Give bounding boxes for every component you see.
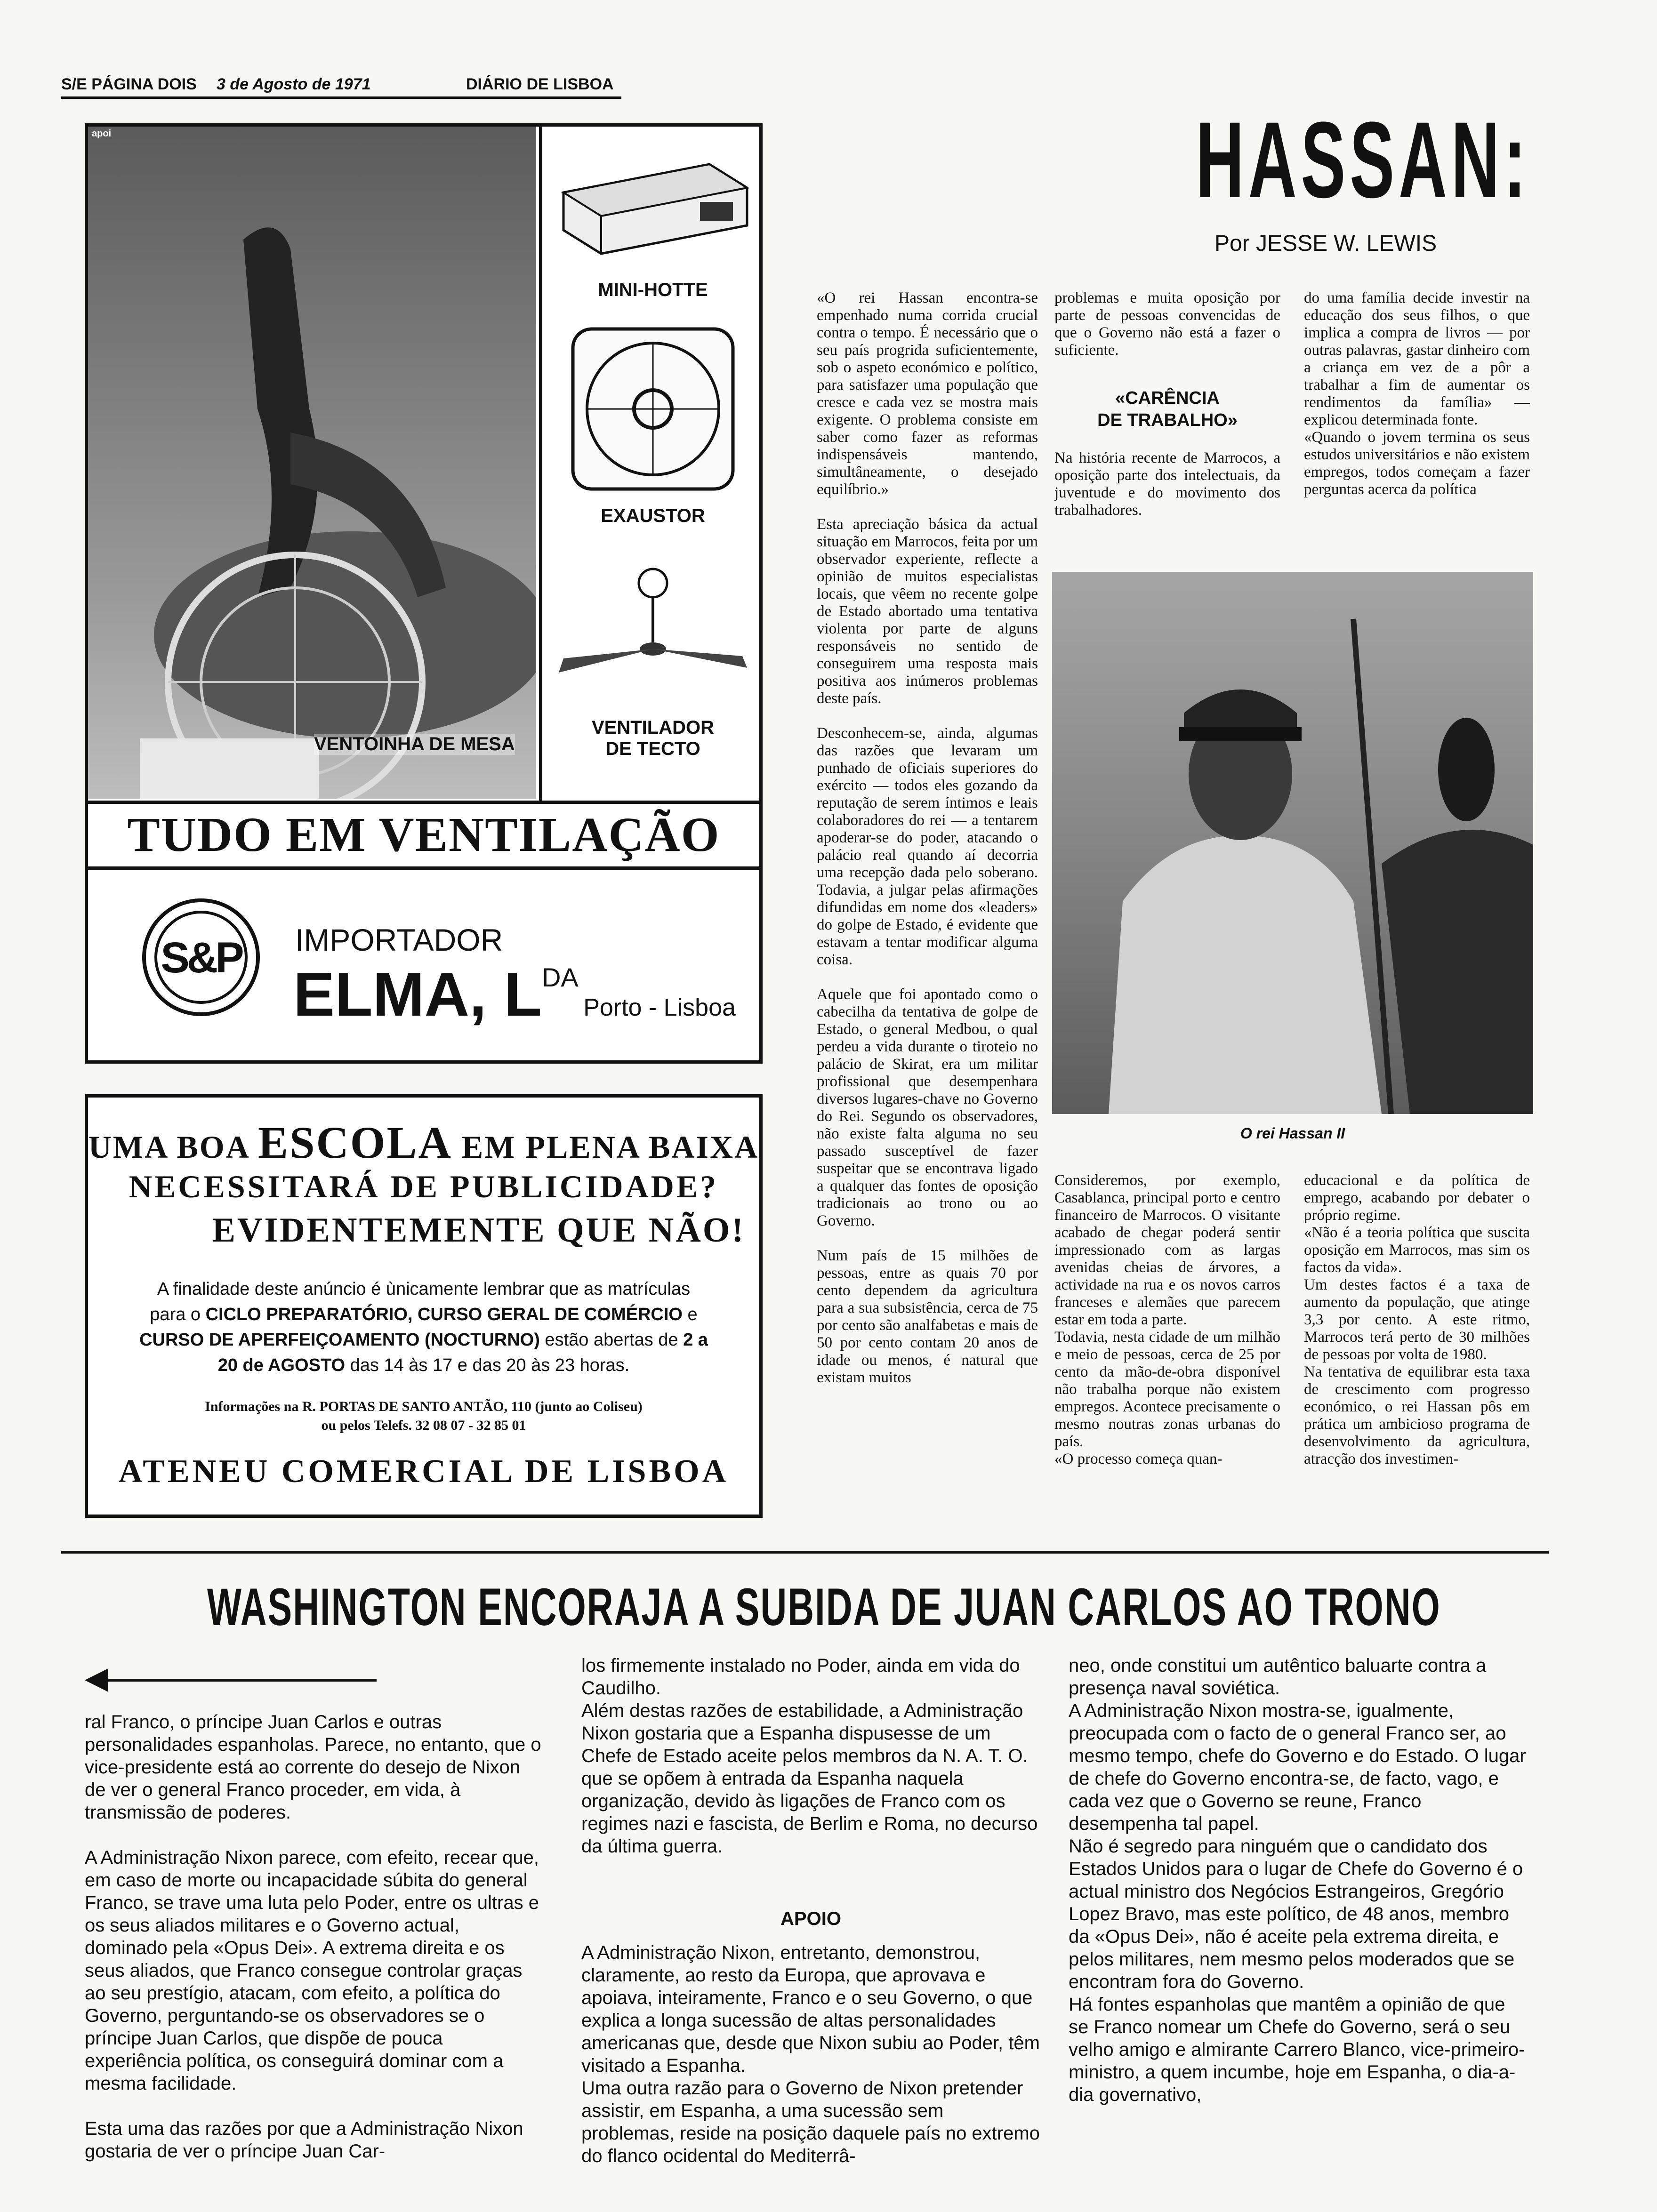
product-label-mini-hotte: MINI-HOTTE — [598, 280, 708, 300]
issue-date: 3 de Agosto de 1971 — [217, 75, 371, 93]
importer-suffix: DA — [541, 962, 579, 992]
school-ad-body-2: para o CICLO PREPARATÓRIO, CURSO GERAL DE COMÉRCIO e — [150, 1305, 698, 1324]
newspaper-name: DIÁRIO DE LISBOA — [466, 75, 614, 93]
hassan-subhead-1: «CARÊNCIA — [1115, 388, 1220, 408]
washington-subhead: APOIO — [780, 1908, 841, 1929]
product-label-exaustor: EXAUSTOR — [601, 505, 705, 526]
importer-name-line — [293, 959, 736, 1030]
school-ad-line-1a: UMA BOA — [88, 1129, 249, 1165]
product-label-ceiling-fan-1: VENTILADOR — [592, 717, 714, 738]
school-ad-line-2: NECESSITARÁ DE PUBLICIDADE? — [129, 1169, 719, 1204]
school-ad-body-1: A finalidade deste anúncio é ùnicamente lembrar que as matrículas — [157, 1279, 691, 1299]
product-mini-hotte — [549, 136, 756, 300]
header-rule — [61, 96, 621, 99]
washington-headline: WASHINGTON ENCORAJA A SUBIDA DE JUAN CARLOS AO TRONO — [207, 1578, 1441, 1636]
school-ad-info-1: Informações na R. PORTAS DE SANTO ANTÃO, 110 (junto ao Coliseu) — [205, 1399, 643, 1414]
washington-col-1: ral Franco, o príncipe Juan Carlos e outras personalidades espanholas. Parece, no entanto, que o vice-presidente está ao corrente do desejo de Nixon de ver o general Franco proceder, em vida, à transmissão de poderes. A Administração Nixon parece, com efeito, recear que, em caso de morte ou incapacidade súbita do general Franco, se trave uma luta pelo Poder, entre os ultras e os seus aliados militares e o Governo actual, dominado pela «Opus Dei». A extrema direita e os seus aliados, que Franco consegue controlar graças ao seu prestígio, atacam, com efeito, a política do Governo, perguntando-se os observadores se o príncipe Juan Carlos, que dispõe de pouca experiência política, os conseguirá dominar com a mesma facilidade. Esta uma das razões por que a Administração Nixon gostaria de ver o príncipe Juan Car- — [85, 1712, 541, 2162]
hassan-col-3: do uma família decide investir na educação dos seus filhos, o que implica a compra de livros — por outras palavras, gastar dinheiro com a criança em vez de a pôr a trabalhar a fim de aumentar os rendimentos da família» — explicou determinada fonte. «Quando o jovem termina os seus estudos universitários e não existem empregos, todos começam a fazer perguntas acerca da política — [1304, 289, 1530, 498]
section-separator — [61, 1551, 1549, 1554]
importer-label: IMPORTADOR — [295, 922, 503, 957]
ceiling-fan-icon — [549, 564, 756, 677]
ad-divider-1 — [88, 801, 759, 804]
exhaust-fan-icon — [559, 320, 747, 498]
hassan-subhead-2: DE TRABALHO» — [1097, 410, 1238, 430]
school-ad-body-3: CURSO DE APERFEIÇOAMENTO (NOCTURNO) estão abertas de 2 a — [139, 1330, 708, 1350]
sp-logo — [142, 898, 260, 1016]
hassan-col-2b: Na história recente de Marrocos, a oposição parte dos intelectuais, da juventude e do movimento dos trabalhadores. — [1054, 449, 1280, 519]
hassan-photo-caption: O rei Hassan II — [1240, 1125, 1345, 1142]
washington-col-2b: A Administração Nixon, entretanto, demonstrou, claramente, ao resto da Europa, que aprovava e apoiava, inteiramente, Franco e o seu Governo, o que explica a longa sucessão de altas personalidades americanas que, desde que Nixon subiu ao Poder, têm visitado a Espanha. Uma outra razão para o Governo de Nixon pretender assistir, em Espanha, a uma sucessão sem problemas, reside na posição daquele país no extremo do flanco ocidental do Mediterrâ- — [581, 1942, 1040, 2166]
ad-agency-mark: apoi — [92, 128, 112, 139]
washington-col-2: los firmemente instalado no Poder, ainda em vida do Caudilho. Além destas razões de estabilidade, a Administração Nixon gostaria que a Espanha dispusesse de um Chefe de Estado aceite pelos membros da N. A. T. O. que se opõem à entrada da Espanha naquela organização, devido às ligações de Franco com os regimes nazi e fascista, de Berlim e Roma, no decurso da última guerra. — [581, 1655, 1038, 1857]
school-ad-escola: ESCOLA — [258, 1117, 452, 1168]
section-label: S/E PÁGINA DOIS — [61, 75, 197, 93]
mini-hotte-icon — [549, 136, 756, 263]
washington-col-3: neo, onde constitui um autêntico baluarte contra a presença naval soviética. A Administração Nixon mostra-se, igualmente, preocupada com o facto de o general Franco ser, ao mesmo tempo, chefe do Governo e do Estado. O lugar de chefe do Governo encontra-se, de facto, vago, e cada vez que o Governo se reune, Franco desempenha tal papel. Não é segredo para ninguém que o candidato dos Estados Unidos para o lugar de Chefe do Governo é o actual ministro dos Negócios Estrangeiros, Gregório Lopez Bravo, mas este político, de 48 anos, membro da «Opus Dei», não é aceite pela extrema direita, e pelos militares, nem mesmo pelos moderados que se encontram fora do Governo. Há fontes espanholas que mantêm a opinião de que se Franco nomear um Chefe do Governo, será o seu velho amigo e almirante Carrero Blanco, vice-primeiro-ministro, a quem incumbe, hoje em Espanha, o dia-a-dia governativo, — [1069, 1655, 1526, 2105]
hassan-photo — [1052, 572, 1533, 1114]
ventilation-ad — [85, 123, 763, 1064]
product-label-ceiling-fan-2: DE TECTO — [605, 738, 700, 759]
ad-divider-2 — [88, 866, 759, 870]
product-label-table-fan: VENTOINHA DE MESA — [314, 734, 515, 754]
ad-slogan: TUDO EM VENTILAÇÃO — [127, 808, 720, 862]
ad-divider-vertical — [539, 127, 542, 801]
school-ad — [85, 1094, 763, 1518]
hassan-col-1: «O rei Hassan encontra-se empenhado numa corrida crucial contra o tempo. É necessário que o seu país progrida suficientemente, sob o aspeto económico e político, para satisfazer uma população que cresce e cada vez se mostra mais exigente. O problema consiste em saber como fazer as reformas indispensáveis mantendo, simultâneamente, o desejado equilíbrio.» Esta apreciação básica da actual situação em Marrocos, feita por um observador experiente, reflecte a opinião de muitos especialistas locais, que vêem no recente golpe de Estado abortado uma tentativa violenta por parte de alguns responsáveis no sentido de conseguirem uma resposta mais positiva aos inúmeros problemas deste país. Desconhecem-se, ainda, algumas das razões que levaram um punhado de oficiais superiores do exército — todos eles gozando da reputação de serem íntimos e leais colaboradores do rei — a tentarem apoderar-se do poder, atacando o palácio real quando aí decorria uma recepção dada pelo soberano. Todavia, a julgar pelas afirmações difundidas em nome dos «leaders» do golpe de Estado, é evidente que estavam a tentar modificar alguma coisa. Aquele que foi apontado como o cabecilha da tentativa de golpe de Estado, o general Medbou, o qual perdeu a vida durante o tiroteio no palácio de Skirat, era um militar profissional que desempenhara diversos lugares-chave no Governo do Rei. Segundo os observadores, não existe falta alguma no seu passado susceptível de fazer suspeitar que se encontrava ligado a qualquer das fontes de oposição tradicionais ao trono ou ao Governo. Num país de 15 milhões de pessoas, entre as quais 70 por cento dependem da agricultura para a sua subsistência, cerca de 75 por cento são analfabetas e mais de 50 por cento contam 20 anos de idade ou menos, é natural que existam muitos — [817, 289, 1038, 1386]
importer-cities: Porto - Lisboa — [583, 994, 736, 1021]
school-ad-line-1 — [88, 1116, 759, 1169]
school-ad-body — [97, 1276, 750, 1378]
school-ad-body-4: 20 de AGOSTO das 14 às 17 e das 20 às 23 horas. — [217, 1355, 630, 1375]
hassan-col-5: educacional e da política de emprego, acabando por debater o próprio regime. «Não é a teoria política que suscita oposição em Marrocos, mas sim os factos da vida». Um destes factos é a taxa de aumento da população, que atinge 3,3 por cento. A este ritmo, Marrocos terá perto de 30 milhões de pessoas por volta de 1980. Na tentativa de equilibrar esta taxa de crescimento com progresso económico, o rei Hassan pôs em prática um ambicioso programa de desenvolvimento da agricultura, atracção dos investimen- — [1304, 1172, 1530, 1467]
sp-logo-text: S&P — [161, 934, 241, 982]
school-ad-info-2: ou pelos Telefs. 32 08 07 - 32 85 01 — [321, 1418, 526, 1433]
ad-photo-woman-fan — [88, 127, 536, 799]
importer-name: ELMA, L — [293, 960, 542, 1029]
continuation-arrow-icon — [85, 1666, 386, 1694]
product-ceiling-fan — [549, 564, 756, 759]
hassan-col-4: Consideremos, por exemplo, Casablanca, principal porto e centro financeiro de Marrocos. O visitante acabado de chegar poderá sentir impressionado com as largas avenidas cheias de árvores, a actividade na rua e os novos carros franceses e alemães que parecem estar em toda a parte. Todavia, nesta cidade de um milhão e meio de pessoas, cerca de 25 por cento da mão-de-obra disponível não trabalha porque não existem empregos. Acontece precisamente o mesmo noutras zonas urbanas do país. «O processo começa quan- — [1054, 1172, 1280, 1467]
school-ad-signature: ATENEU COMERCIAL DE LISBOA — [118, 1453, 729, 1490]
school-ad-line-1c: EM PLENA BAIXA — [461, 1129, 759, 1165]
page-header — [61, 75, 626, 99]
hassan-headline: HASSAN: — [1196, 99, 1530, 220]
hassan-col-2: problemas e muita oposição por parte de pessoas convencidas de que o Governo não está a fazer o suficiente. — [1054, 289, 1280, 359]
school-ad-line-3: EVIDENTEMENTE QUE NÃO! — [212, 1211, 745, 1250]
hassan-byline: Por JESSE W. LEWIS — [1215, 231, 1437, 256]
product-exaustor — [559, 320, 747, 531]
